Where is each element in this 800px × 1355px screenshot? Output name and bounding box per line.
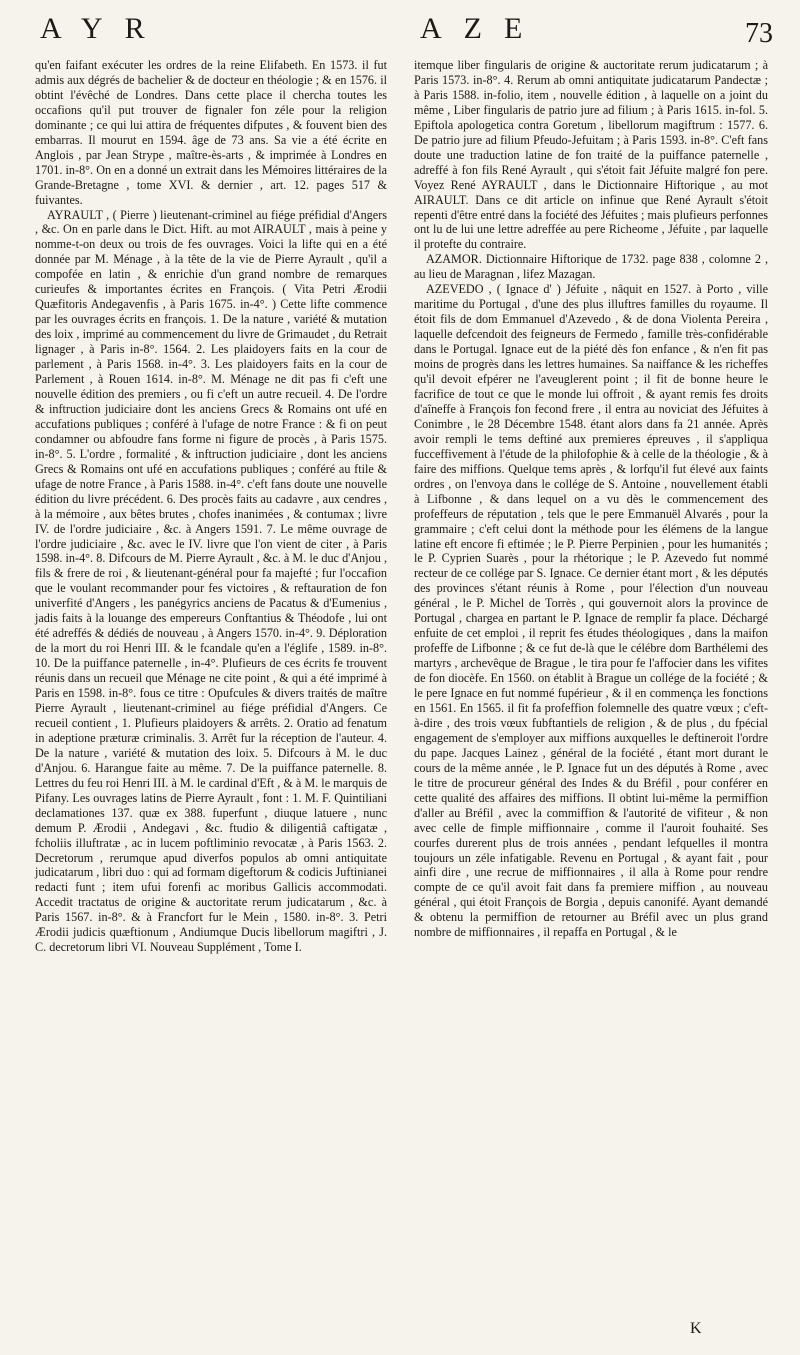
entry-ayrault: AYRAULT , ( Pierre ) lieutenant-criminel au fiége préfidial d'Angers , &c. On en parle dans le Dict. Hift. au mot AIRAULT , mais à peine y nomme-t-on deux ou trois de fes ouvrages. Voici la lifte qui en a été donnée par M. Ménage , à la tête de la vie de Pierre Ayrault , qu'il a compofée en latin , & enrichie d'un grand nombre de remarques curieufes & importantes écrites en François. ( Vita Petri Ærodii Quæfitoris Andegavenfis , à Paris 1675. in-4°. ) Cette lifte commence par les ouvrages écrits en françois. 1. De la nature , variété & mutation des loix , imprimé au commencement du livre de Grimaudet , du Retrait lignager , à Paris in-8°. 1564. 2. Les plaidoyers faits en la cour de parlement , à Paris 1568. in-4°. 3. Les plaidoyers faits en la cour de Parlement , à Rouen 1614. in-8°. M. Ménage ne dit pas fi c'eft une nouvelle édition des premiers , ou fi c'eft un autre recueil. 4. De l'ordre & inftruction judiciaire dont les anciens Grecs & Romains ont ufé en accufations publiques ; conféré à l'ufage de notre France : & fi on peut condamner ou abfoudre fans forme ni figure de procès , à Paris 1575. in-8°. 5. L'ordre , formalité , & inftruction judiciaire , dont les anciens Grecs & Romains ont ufé en accufations publiques ; conféré au ftile & ufage de notre France , à Paris 1588. in-4°. c'eft fans doute une nouvelle édition du livre précédent. 6. Des procès faits au cadavre , aux cendres , à la mémoire , aux bêtes brutes , chofes inanimées , & contumax ; livre IV. de l'ordre judiciaire , &c. à Angers 1591. 7. Le même ouvrage de l'ordre judiciaire , &c. avec le IV. livre que l'on vient de citer , à Paris 1598. in-4°. 8. Difcours de M. Pierre Ayrault , &c. à M. le duc d'Anjou , fils & frere de roi , & lieutenant-général pour fa majefté ; fur l'occafion que le voulant recommander pour fes victoires , & reftauration de fon univerfité d'Angers , les panégyrics anciens de Pacatus & d'Eumenius , jadis faits à la louange des empereurs Conftantius & Théodofe , lui ont été adreffés & dédiés de nouveau , à Angers 1570. in-4°. 9. Déploration de la mort du roi Henri III. & le fcandale qu'en a l'églife , 1589. in-8°. 10. De la puiffance paternelle , in-4°. Plufieurs de ces écrits fe trouvent réunis dans un recueil que Ménage ne cite point , & qui a été imprimé à Paris en 1598. in-8°. fous ce titre : Opufcules & divers traités de maître Pierre Ayrault , lieutenant-criminel au fiége préfidial d'Angers. Ce recueil contient , 1. Plufieurs plaidoyers & arrêts. 2. Oratio ad fenatum in adeptione præturæ criminalis. 3. Arrêt fur la réception de l'auteur. 4. De la nature , variété & mutation des loix. 5. Difcours à M. le duc d'Anjou. 6. Harangue faite au même. 7. De la puiffance paternelle. 8. Lettres du feu roi Henri III. à M. le cardinal d'Eft , & à M. le marquis de Pifany. Les ouvrages latins de Pierre Ayrault , font : 1. M. F. Quintiliani declamationes 137. quæ ex 388. fuperfunt , diuque latuere , nunc demum P. Ærodii , Andegavi , &c. ftudio & diligentiâ caftigatæ , fcholiis illuftratæ , ac in lucem poftliminio revocatæ , à Paris 1563. 2. Decretorum , rerumque apud diverfos populos ab omni antiquitate judicatarum , libri duo : qui ad formam digeftorum & codicis Juftinianei redacti funt ; item ufui forenfi ac moribus Gallicis accommodati. Accedit tractatus de origine & auctoritate rerum judicatarum , &c. à Paris 1567. in-8°. & à Francfort fur le Mein , 1580. in-8°. 3. Petri Ærodii judicis quæftionum , Andiumque Ducis libellorum magiftri , J. C. decretorum libri VI. Nouveau Supplément , Tome I. [35,207,388,955]
left-column [35,58,387,955]
paragraph-aylmer-continued: qu'en faifant exécuter les ordres de la reine Elifabeth. En 1573. il fut admis aux dégrés de bachelier & de docteur en théologie ; & en 1576. il obtint l'évêché de Londres. Dans cette place il chercha toutes les occafions qu'il put trouver de fignaler fon zéle pour la religion dominante ; ce qui lui attira de fréquentes difputes , & fouvent bien des embarras. Il mourut en 1594. âge de 73 ans. Sa vie a été écrite en Anglois , par Jean Strype , maître-ès-arts , & imprimée à Londres en 1701. in-8°. On en a donné un extrait dans les Mémoires littéraires de la Grande-Bretagne , tome XVI. & dernier , art. 12. pages 517 & fuivantes. [35,58,387,207]
entry-azamor: AZAMOR. Dictionnaire Hiftorique de 1732. page 838 , colomne 2 , au lieu de Maragnan , lifez Mazagan. [414,252,768,282]
right-running-head: AZE [420,12,545,45]
left-running-head: AYR [40,12,167,45]
signature-mark: K [690,1320,702,1337]
right-column [414,58,768,940]
page-number: 73 [745,18,773,49]
entry-azevedo: AZEVEDO , ( Ignace d' ) Jéfuite , nâquit en 1527. à Porto , ville maritime du Portugal , d'une des plus illuftres familles du royaume. Il étoit fils de dom Emmanuel d'Azevedo , & de dona Violenta Pereira , laquelle defcendoit des feigneurs de Fermedo , famille très-confidérable dans le Portugal. Ignace eut de la piété dès fon enfance , & n'en fit pas moins de progrès dans les lettres humaines. Sa naiffance & les richeffes qu'il devoit efpérer ne l'aveuglerent point ; il fit de bonne heure le facrifice de tout ce que le monde lui offroit , & ayant remis fes droits d'aîneffe à François fon fecond frere , il entra au noviciat des Jéfuites à Conimbre , le 28 Décembre 1548. étant alors dans fa 21 année. Après avoir rempli le tems deftiné aux premieres épreuves , il s'appliqua fucceffivement à l'étude de la philofophie & à celle de la théologie , & à faire des miffions. Quelque tems après , & lorfqu'il fut élevé aux faints ordres , on l'envoya dans le collége de S. Antoine , nouvellement établi à Lifbonne , & dans lequel on a vu dès le commencement des profeffeurs de réputation , tels que le pere Emmanuël Alvarés , pour la grammaire ; c'eft celui dont la méthode pour les élémens de la langue latine eft encore fi eftimée ; le P. Pierre Perpinien , pour les humanités ; le P. Cyprien Suarès , pour la rhétorique ; le P. Azevedo fut nommé recteur de ce collége par S. Ignace. Ce dernier étant mort , & les députés des provinces s'étant réunis à Rome , pour l'élection d'un nouveau général , le P. Michel de Torrès , qui gouvernoit alors la province de Portugal , chargea en partant le P. Ignace de remplir fa place. Déchargé enfuite de cet emploi , il reprit fes études théologiques , dans la maifon profeffe de Lifbonne ; & ce fut de-là que le célébre dom Barthélemi des martyrs , archevêque de Brague , le tira pour fe l'affocier dans les vifites de fon diocèfe. En 1560. on établit à Brague un collége de la fociété ; & le pere Ignace en fut nommé fupérieur , & il en commença les fonctions en 1561. En 1565. il fit fa profeffion folemnelle des quatre vœux ; c'eft-à-dire , des trois vœux fubftantiels de religion , & de plus , du fpécial engagement de s'employer aux miffions auxquelles le deftineroit l'ordre du pape. Jacques Lainez , général de la fociété , étant mort durant le cours de la même année , le P. Ignace fut un des députés à Rome , avec le titre de procureur général des Indes & du Bréfil , pour conférer en cette qualité des affaires des miffions. Il obtint lui-même la permiffion d'aller au Bréfil , avec la commiffion & l'autorité de vifiteur , & non avec celle de fimple miffionnaire , comme il l'auroit fouhaité. Ses courfes durerent plus de trois années , pendant lefquelles il montra toujours un zéle infatigable. Revenu en Portugal , & ayant fait , pour ainfi dire , une recrue de miffionnaires , il alla à Rome pour rendre compte de ce qu'il avoit fait dans fa premiere miffion , au nouveau général , qui étoit François de Borgia , depuis canonifé. Ayant demandé & obtenu la permiffion de retourner au Bréfil avec un plus grand nombre de miffionnaires , il repaffa en Portugal , & le [414,282,768,940]
paragraph-ayrault-continued: itemque liber fingularis de origine & auctoritate rerum judicatarum ; à Paris 1573. in-8°. 4. Rerum ab omni antiquitate judicatarum Pandectæ ; à Paris 1588. in-folio, item , nouvelle édition , à laquelle on a joint du même , Liber fingularis de patrio jure ad filium ; à Paris 1615. in-fol. 5. Epiftola apologetica contra Goretum , libellorum magiftrum : 1577. 6. De patrio jure ad filium Pfeudo-Jefuitam ; à Paris 1593. in-8°. C'eft fans doute une traduction latine de fon traité de la puiffance paternelle , adreffé à fon fils René Ayrault , qui s'étoit fait Jéfuite malgré fon pere. Voyez René AYRAULT , dans le Dictionnaire Hiftorique , au mot AIRAULT. Dans ce dit article on infinue que René Ayrault s'étoit repenti d'être entré dans la fociété des Jéfuites ; mais plufieurs perfonnes ont lu de lui une lettre adreffée au pere Richeome , Jéfuite , par laquelle il protefte du contraire. [414,58,768,252]
